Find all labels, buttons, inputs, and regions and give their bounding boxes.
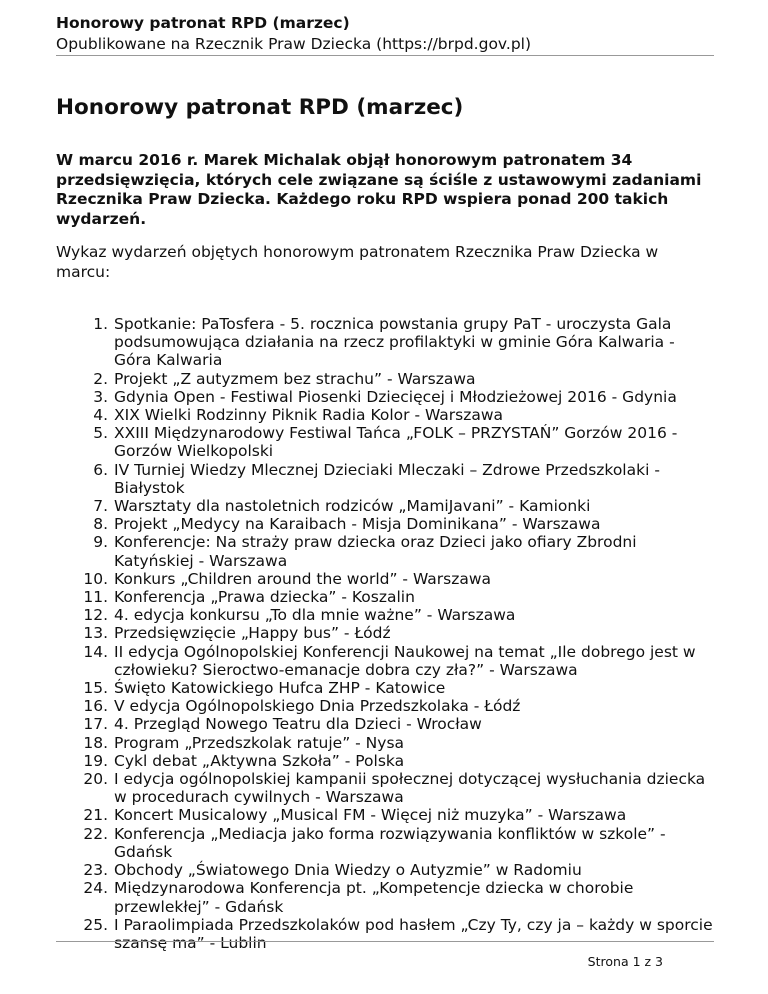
header-title: Honorowy patronat RPD (marzec) [56,14,350,32]
list-item [83,751,714,770]
list-item [93,515,714,534]
list-item-text: Przedsięwzięcie „Happy bus” - Łódź [114,624,391,643]
list-item [83,642,714,679]
list-item-number: 25. [83,915,108,934]
list-item-text: Cykl debat „Aktywna Szkoła” - Polska [114,751,405,770]
list-item-text: Warsztaty dla nastoletnich rodziców „MamiJavani” - Kamionki [114,497,591,516]
list-item [83,861,714,880]
list-item-number: 13. [83,624,108,643]
list-item [83,915,714,952]
list-item-text: I edycja ogólnopolskiej kampanii społecznej dotyczącej wysłuchania dziecka w procedurach cywilnych - Warszawa [114,770,706,807]
list-item [83,806,714,825]
list-item [83,588,714,607]
list-item-number: 2. [93,369,108,388]
events-list [83,315,714,952]
page-number: Strona 1 z 3 [587,954,663,969]
list-item-text: II edycja Ogólnopolskiej Konferencji Naukowej na temat „Ile dobrego jest w człowieku? Sieroctwo-emanacje dobra czy zła?” - Warszawa [114,642,696,679]
list-item-number: 18. [83,733,108,752]
list-item-number: 1. [93,315,108,333]
list-item-text: Program „Przedszkolak ratuje” - Nysa [114,733,405,752]
list-item-text: Projekt „Z autyzmem bez strachu” - Warszawa [114,369,476,388]
list-item-text: IV Turniej Wiedzy Mlecznej Dzieciaki Mleczaki – Zdrowe Przedszkolaki - Białystok [114,460,660,497]
list-item-text: 4. Przegląd Nowego Teatru dla Dzieci - Wrocław [114,715,482,734]
intro-paragraph: Wykaz wydarzeń objętych honorowym patronatem Rzecznika Praw Dziecka w marcu: [56,243,659,281]
list-item-number: 16. [83,697,108,716]
list-item-number: 5. [93,424,108,443]
list-item [83,679,714,698]
list-item-text: Konferencja „Mediacja jako forma rozwiązywania konfliktów w szkole” - Gdańsk [114,824,666,861]
list-item [93,387,714,406]
header-source: Opublikowane na Rzecznik Praw Dziecka (https://brpd.gov.pl) [56,35,532,53]
page-title: Honorowy patronat RPD (marzec) [56,95,464,120]
list-item-text: Projekt „Medycy na Karaibach - Misja Dominikana” - Warszawa [114,515,601,534]
list-item [83,824,714,861]
list-item-text: Międzynarodowa Konferencja pt. „Kompetencje dziecka w chorobie przewlekłej” - Gdańsk [114,879,634,916]
list-item [93,497,714,516]
list-item-number: 9. [93,533,108,552]
list-item-number: 24. [83,879,108,898]
list-item-number: 21. [83,806,108,825]
list-item-number: 8. [93,515,108,534]
list-item [93,406,714,425]
list-item [93,460,714,497]
list-item [93,369,714,388]
list-item-number: 17. [83,715,108,734]
list-item [83,879,714,916]
list-item-text: 4. edycja konkursu „To dla mnie ważne” - Warszawa [114,606,516,625]
list-item-text: XXIII Międzynarodowy Festiwal Tańca „FOLK – PRZYSTAŃ” Gorzów 2016 - Gorzów Wielkopolski [114,424,678,461]
list-item-text: Obchody „Światowego Dnia Wiedzy o Autyzmie” w Radomiu [114,861,582,880]
list-item [83,715,714,734]
footer-divider [56,941,714,942]
list-item-number: 23. [83,861,108,880]
list-item-text: V edycja Ogólnopolskiego Dnia Przedszkolaka - Łódź [114,697,521,716]
list-item-text: Gdynia Open - Festiwal Piosenki Dziecięcej i Młodzieżowej 2016 - Gdynia [114,387,677,406]
list-item-number: 11. [83,588,108,607]
list-item-text: Święto Katowickiego Hufca ZHP - Katowice [114,679,446,698]
list-item [83,624,714,643]
list-item [83,770,714,807]
lead-paragraph: W marcu 2016 r. Marek Michalak objął honorowym patronatem 34 przedsięwzięcia, których cele związane są ściśle z ustawowymi zadaniami Rzecznika Praw Dziecka. Każdego roku RPD wspiera ponad 200 takich wydarzeń. [56,151,702,228]
list-item-number: 14. [83,642,108,661]
list-item-text: I Paraolimpiada Przedszkolaków pod hasłem „Czy Ty, czy ja – każdy w sporcie szansę ma” - Lublin [114,915,713,952]
list-item-number: 10. [83,569,108,588]
list-item-text: Spotkanie: PaTosfera - 5. rocznica powstania grupy PaT - uroczysta Gala podsumowująca działania na rzecz profilaktyki w gminie Góra Kalwaria - Góra Kalwaria [114,315,675,370]
list-item [93,533,714,570]
list-item-text: XIX Wielki Rodzinny Piknik Radia Kolor - Warszawa [114,406,504,425]
list-item-number: 20. [83,770,108,789]
list-item-text: Konferencje: Na straży praw dziecka oraz Dzieci jako ofiary Zbrodni Katyńskiej - Warszawa [114,533,637,570]
header-divider [56,55,714,56]
list-item-number: 6. [93,460,108,479]
list-item [93,424,714,461]
list-item-text: Koncert Musicalowy „Musical FM - Więcej niż muzyka” - Warszawa [114,806,627,825]
list-item-number: 7. [93,497,108,516]
list-item [83,697,714,716]
list-item [83,606,714,625]
list-item-text: Konkurs „Children around the world” - Warszawa [114,569,492,588]
list-item-number: 22. [83,824,108,843]
list-item-number: 4. [93,406,108,425]
list-item-text: Konferencja „Prawa dziecka” - Koszalin [114,588,415,607]
list-item-number: 19. [83,751,108,770]
list-item [83,733,714,752]
list-item [83,569,714,588]
list-item-number: 12. [83,606,108,625]
list-item [93,315,714,370]
list-item-number: 15. [83,679,108,698]
list-item-number: 3. [93,387,108,406]
